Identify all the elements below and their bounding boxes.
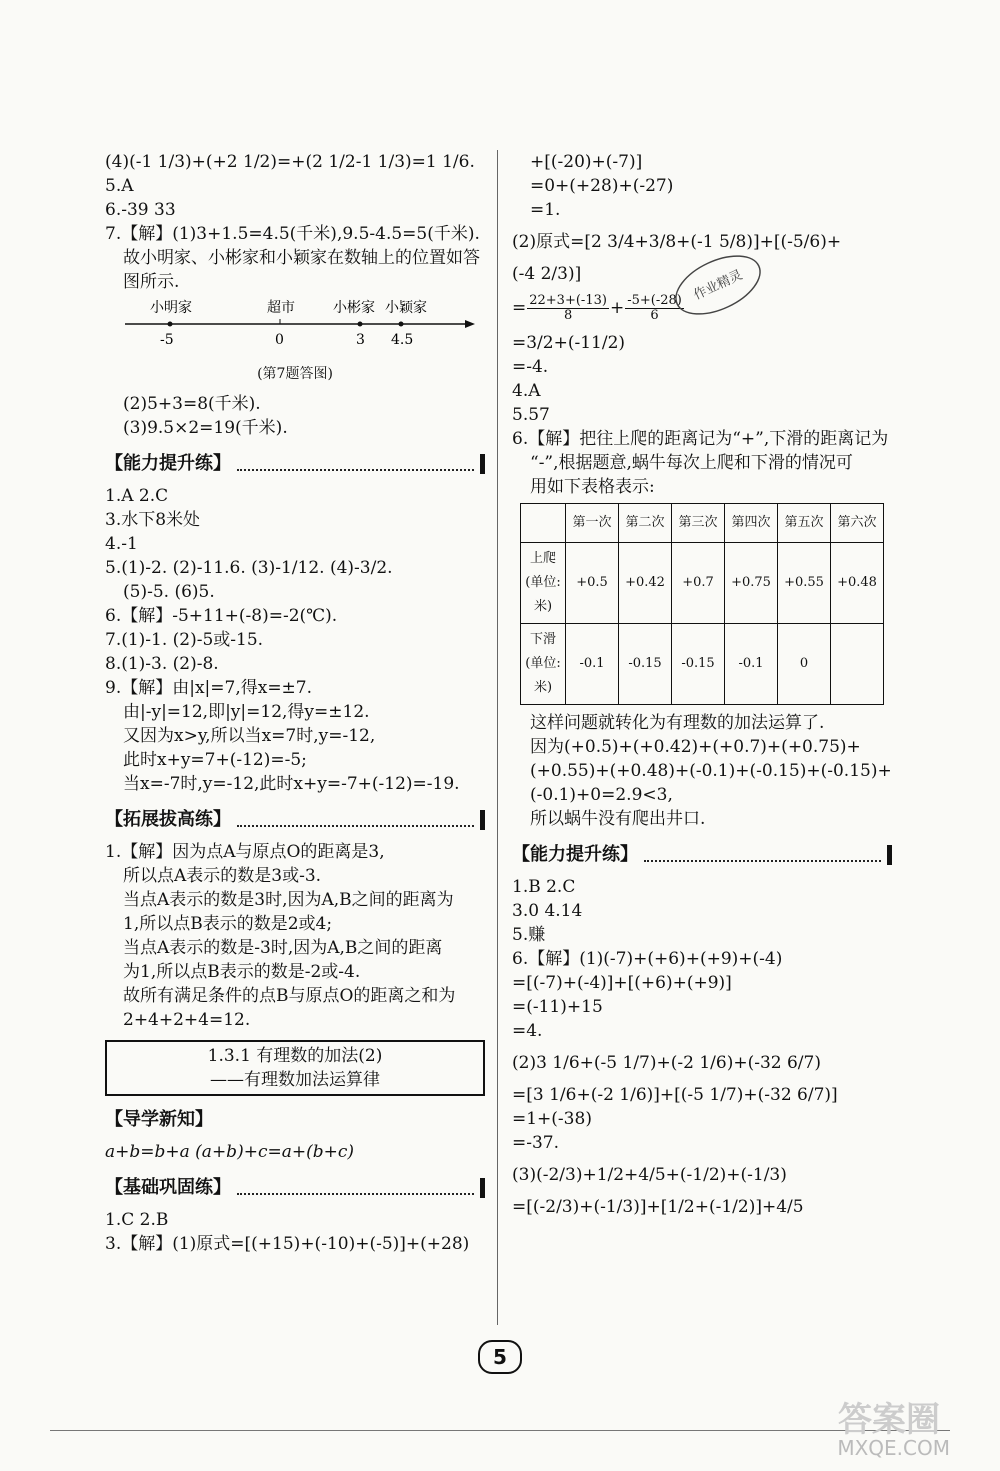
answer-line: 5.57 (512, 405, 550, 425)
answer-line: 为1,所以点B表示的数是-2或-4. (123, 962, 361, 982)
table-cell: 第四次 (725, 504, 778, 543)
answer-line: 故小明家、小彬家和小颖家在数轴上的位置如答 (123, 248, 480, 268)
numerator: 22+3+(-13) (529, 293, 607, 308)
answer-line: 6.【解】(1)(-7)+(+6)+(+9)+(-4) (512, 949, 783, 969)
answer-line: =[(-2/3)+(-1/3)]+[1/2+(-1/2)]+4/5 (512, 1197, 804, 1217)
lesson-subtitle: ——有理数加法运算律 (210, 1070, 380, 1090)
table-cell: 0 (778, 624, 831, 705)
answer-line: 因为(+0.5)+(+0.42)+(+0.7)+(+0.75)+ (530, 737, 861, 757)
answer-line: 5.(1)-2. (2)-11.6. (3)-1/12. (4)-3/2. (105, 558, 393, 578)
answer-line: 1.A 2.C (105, 486, 169, 506)
answer-line: 1.B 2.C (512, 877, 576, 897)
answer-line: (2)原式=[2 3/4+3/8+(-1 5/8)]+[(-5/6)+ (512, 232, 842, 252)
table-cell: 上爬(单位:米) (521, 543, 566, 624)
answer-line: (+0.55)+(+0.48)+(-0.1)+(-0.15)+(-0.15)+ (530, 761, 892, 781)
lesson-title: 1.3.1 有理数的加法(2) (207, 1046, 383, 1066)
answer-line: 当点A表示的数是-3时,因为A,B之间的距离 (123, 938, 443, 958)
answer-line: =1+(-38) (512, 1109, 592, 1129)
table-cell: -0.1 (566, 624, 619, 705)
section-header (105, 1108, 485, 1132)
numerator: -5+(-28) (627, 293, 682, 308)
answer-line: =4. (512, 1021, 543, 1041)
section-bar (887, 845, 892, 865)
dotted-rule (237, 457, 474, 471)
section-title: 【能力提升练】 (105, 453, 231, 474)
answer-line: 1,所以点B表示的数是2或4; (123, 914, 333, 934)
answer-line: =[3 1/6+(-2 1/6)]+[(-5 1/7)+(-32 6/7)] (512, 1085, 838, 1105)
answer-line: 2+4+2+4=12. (123, 1010, 251, 1030)
answer-line: (3)(-2/3)+1/2+4/5+(-1/2)+(-1/3) (512, 1165, 787, 1185)
number-line-svg (115, 298, 475, 360)
answer-line: =[(-7)+(-4)]+[(+6)+(+9)] (512, 973, 732, 993)
table-cell: +0.75 (725, 543, 778, 624)
section-title: 【能力提升练】 (512, 844, 638, 865)
answer-line: 7.(1)-1. (2)-5或-15. (105, 630, 264, 650)
answer-line: 5.赚 (512, 925, 546, 945)
axis-tick: 0 (275, 332, 284, 348)
watermark-logo: 答案圈 (838, 1400, 940, 1440)
answer-line: =0+(+28)+(-27) (530, 176, 674, 196)
dotted-rule (644, 848, 881, 862)
table-cell: 下滑(单位:米) (521, 624, 566, 705)
table-cell (521, 504, 566, 543)
answer-line: 当点A表示的数是3时,因为A,B之间的距离为 (123, 890, 454, 910)
answer-line: 3.0 4.14 (512, 901, 583, 921)
column-divider (497, 150, 498, 1325)
answer-line: =-37. (512, 1133, 560, 1153)
axis-label-supermarket: 超市 (267, 300, 295, 316)
answer-line: 又因为x>y,所以当x=7时,y=-12, (123, 726, 376, 746)
answer-line: 3.水下8米处 (105, 510, 201, 530)
section-header (105, 808, 485, 832)
section-header (512, 843, 892, 867)
answer-line: 6.-39 33 (105, 200, 176, 220)
table-cell: +0.7 (672, 543, 725, 624)
answer-line: (-4 2/3)] (512, 264, 582, 284)
section-bar (480, 454, 485, 474)
table-cell: +0.42 (619, 543, 672, 624)
svg-text:作业精灵: 作业精灵 (691, 267, 745, 304)
answer-line: 8.(1)-3. (2)-8. (105, 654, 219, 674)
figure-caption: (第7题答图) (257, 366, 333, 382)
answer-line: 所以蜗牛没有爬出井口. (530, 809, 706, 829)
page-number: 5 (478, 1340, 522, 1374)
section-header (105, 1176, 485, 1200)
table-cell: 第一次 (566, 504, 619, 543)
answer-line: 用如下表格表示: (530, 477, 655, 497)
answer-line: (2)3 1/6+(-5 1/7)+(-2 1/6)+(-32 6/7) (512, 1053, 821, 1073)
number-line-figure (115, 298, 475, 360)
section-bar (480, 1178, 485, 1198)
table-row (521, 504, 884, 543)
answer-line: 图所示. (123, 272, 180, 292)
section-title: 【基础巩固练】 (105, 1177, 231, 1198)
table-row (521, 624, 884, 705)
answer-line: =3/2+(-11/2) (512, 333, 626, 353)
table-cell: -0.15 (672, 624, 725, 705)
fraction-line: = $\frac{22+3+(-13)}{8}$ + $\frac{-5+(-28)}{6}$ (512, 293, 682, 323)
section-header (105, 452, 485, 476)
answer-line: 6.【解】-5+11+(-8)=-2(℃). (105, 606, 338, 626)
table-cell: -0.15 (619, 624, 672, 705)
answer-line: “-”,根据题意,蜗牛每次上爬和下滑的情况可 (530, 453, 853, 473)
answer-line: 4.-1 (105, 534, 138, 554)
answer-line: 1.【解】因为点A与原点O的距离是3, (105, 842, 385, 862)
answer-line: 4.A (512, 381, 541, 401)
answer-line: 9.【解】由|x|=7,得x=±7. (105, 678, 313, 698)
lesson-title-box (105, 1040, 485, 1096)
table-cell: 第五次 (778, 504, 831, 543)
answer-line: +[(-20)+(-7)] (530, 152, 643, 172)
answer-line: (-0.1)+0=2.9<3, (530, 785, 673, 805)
table-cell: +0.55 (778, 543, 831, 624)
section-title: 【拓展拔高练】 (105, 809, 231, 830)
dotted-rule (237, 813, 474, 827)
left-column (105, 150, 485, 1256)
answer-line: a+b=b+a (a+b)+c=a+(b+c) (105, 1142, 354, 1162)
answer-line: (2)5+3=8(千米). (123, 394, 261, 414)
answer-line: 由|-y|=12,即|y|=12,得y=±12. (123, 702, 370, 722)
dotted-rule (237, 1181, 474, 1195)
axis-tick: 3 (356, 332, 365, 348)
axis-label-xiaoming: 小明家 (150, 300, 192, 316)
answer-line: 这样问题就转化为有理数的加法运算了. (530, 713, 825, 733)
answer-line: (5)-5. (6)5. (123, 582, 215, 602)
table-row (521, 543, 884, 624)
axis-tick: 4.5 (391, 332, 414, 348)
answer-line: 1.C 2.B (105, 1210, 169, 1230)
watermark-url: MXQE.COM (837, 1436, 950, 1460)
answer-line: 3.【解】(1)原式=[(+15)+(-10)+(-5)]+(+28) (105, 1234, 470, 1254)
footer-rule (50, 1430, 950, 1431)
answer-line: 所以点A表示的数是3或-3. (123, 866, 322, 886)
answer-line: =-4. (512, 357, 549, 377)
answer-line: 7.【解】(1)3+1.5=4.5(千米),9.5-4.5=5(千米). (105, 224, 480, 244)
answer-line: 6.【解】把往上爬的距离记为“+”,下滑的距离记为 (512, 429, 889, 449)
axis-tick: -5 (160, 332, 174, 348)
table-cell: +0.5 (566, 543, 619, 624)
answer-line: (4)(-1 1/3)+(+2 1/2)=+(2 1/2-1 1/3)=1 1/6. (105, 152, 475, 172)
table-cell: +0.48 (831, 543, 884, 624)
denominator: 8 (563, 308, 573, 323)
fraction (527, 294, 609, 323)
answer-line: 故所有满足条件的点B与原点O的距离之和为 (123, 986, 456, 1006)
table-cell (831, 624, 884, 705)
answer-line: =(-11)+15 (512, 997, 603, 1017)
section-title: 【导学新知】 (105, 1109, 213, 1130)
section-bar (480, 810, 485, 830)
axis-label-xiaobin: 小彬家 (333, 300, 375, 316)
table-cell: 第三次 (672, 504, 725, 543)
answer-line: 此时x+y=7+(-12)=-5; (123, 750, 307, 770)
snail-table (520, 503, 884, 705)
table-cell: 第六次 (831, 504, 884, 543)
answer-line: =1. (530, 200, 561, 220)
answer-line: 当x=-7时,y=-12,此时x+y=-7+(-12)=-19. (123, 774, 460, 794)
axis-label-xiaoying: 小颖家 (385, 300, 427, 316)
table-cell: 第二次 (619, 504, 672, 543)
denominator: 6 (650, 308, 659, 323)
answer-line: (3)9.5×2=19(千米). (123, 418, 288, 438)
table-cell: -0.1 (725, 624, 778, 705)
answer-line: 5.A (105, 176, 134, 196)
